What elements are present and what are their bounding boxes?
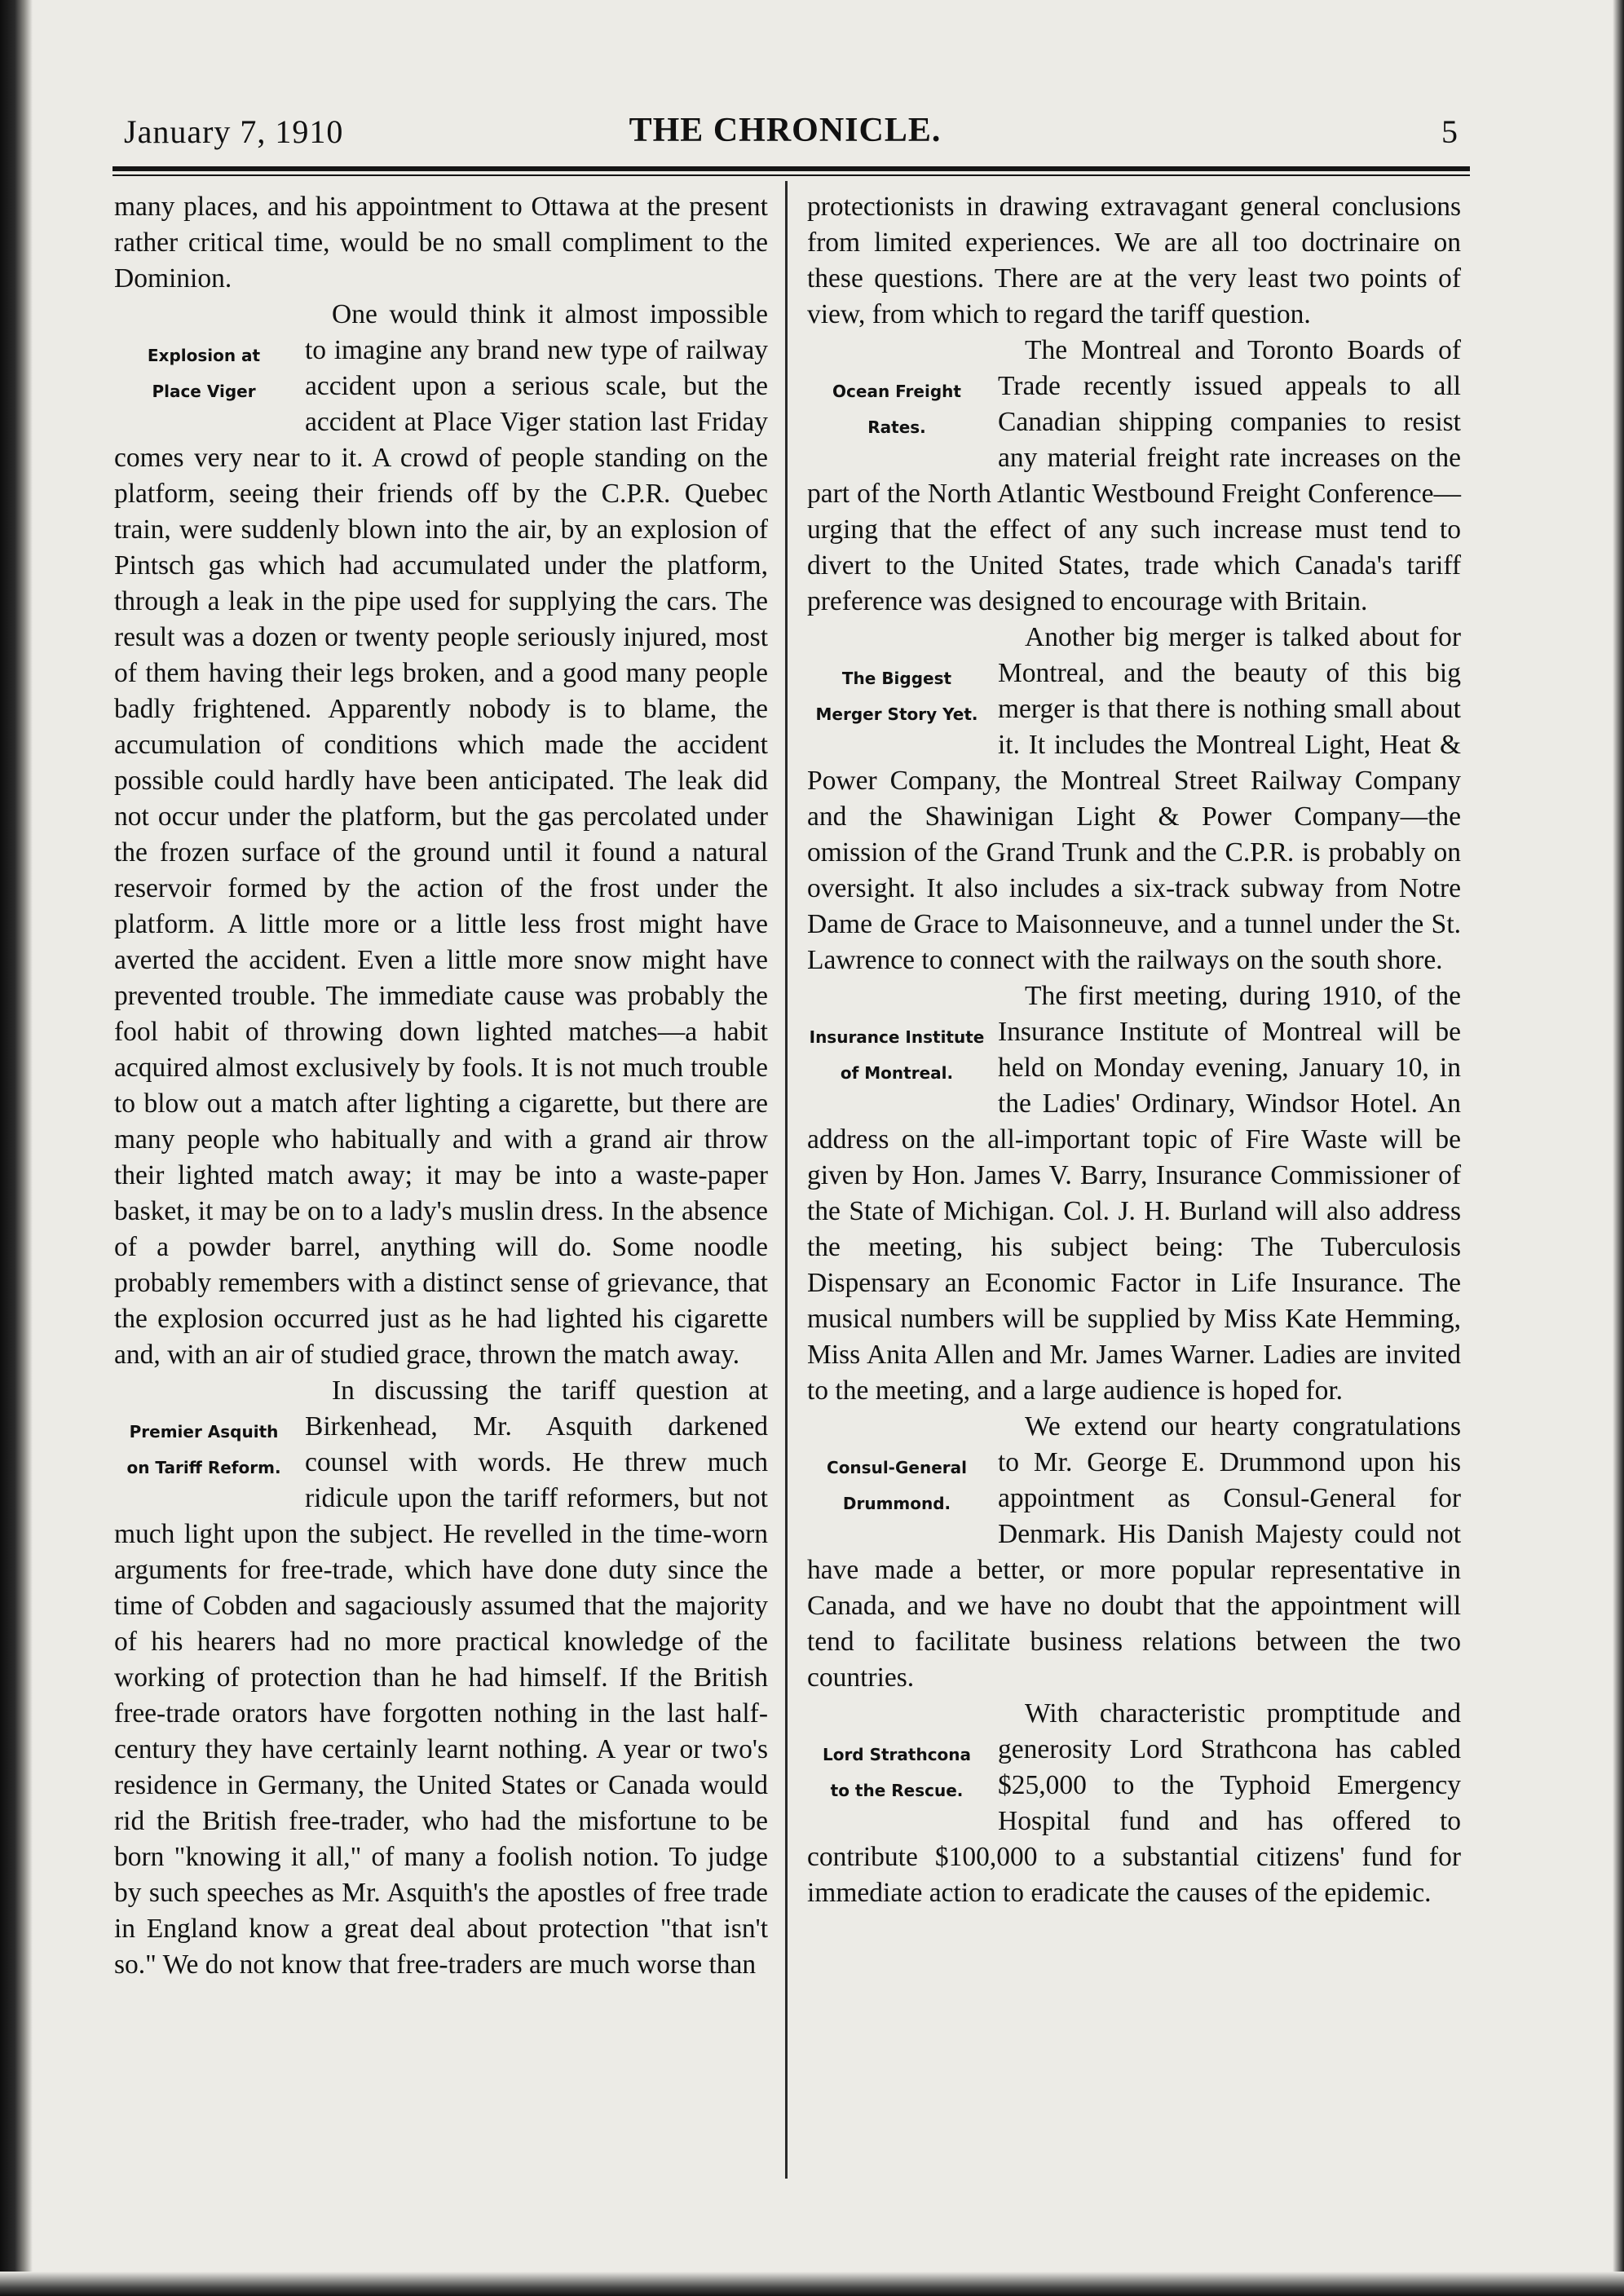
column-divider: [785, 181, 788, 2179]
article-body: The first meeting, during 1910, of the Insurance Institute of Montreal will be held on Monday evening, January 10, in the Ladies' Ordinary, Windsor Hotel. An address on the all-important topic of Fire Waste will be given by Hon. James V. Barry, Insurance Commissioner of the State of Michigan. Col. J. H. Burland will also address the meeting, his subject being: The Tuberculosis Dispensary an Economic Factor in Life Insurance. The musical numbers will be supplied by Miss Kate Hemming, Miss Anita Allen and Mr. James Warner. Ladies are invited to the meeting, and a large audience is hoped for.: [807, 981, 1461, 1406]
issue-date: January 7, 1910: [124, 113, 344, 150]
left-column: [114, 189, 768, 1983]
running-header: [113, 108, 1458, 157]
side-heading-line: Lord Strathcona: [822, 1745, 972, 1764]
side-heading: [114, 1414, 293, 1486]
side-heading-line: of Montreal.: [840, 1063, 954, 1083]
header-rule-thick: [113, 166, 1470, 171]
article-body: Another big merger is talked about for Montreal, and the beauty of this big merger is that there is nothing small about it. It includes the Montreal Light, Heat & Power Company, the Montreal Street Railway Company and the Shawinigan Light & Power Company—the omission of the Grand Trunk and the C.P.R. is probably on oversight. It also includes a six-track subway from Notre Dame de Grace to Maisonneuve, and a tunnel under the St. Lawrence to connect with the railways on the south shore.: [807, 622, 1461, 975]
side-heading-line: Merger Story Yet.: [815, 704, 978, 724]
side-heading-line: Ocean Freight: [832, 382, 961, 401]
side-heading: [114, 338, 293, 409]
side-heading-line: Consul-General: [827, 1458, 967, 1477]
side-heading-line: Drummond.: [842, 1494, 951, 1513]
article-consul-general-drummond: [807, 1409, 1461, 1696]
article-insurance-institute: [807, 978, 1461, 1409]
side-heading-line: Insurance Institute: [809, 1027, 985, 1047]
right-column: [807, 189, 1461, 1911]
continued-paragraph: many places, and his appointment to Ottawa at the present rather critical time, would be no small compliment to the Dominion.: [114, 192, 768, 294]
publication-title: THE CHRONICLE.: [629, 112, 942, 149]
side-heading-line: on Tariff Reform.: [126, 1458, 281, 1477]
article-body: One would think it almost impossible to imagine any brand new type of railway accident upon a serious scale, but the accident at Place Viger station last Friday comes very near to it. A crowd of people standing on the platform, seeing their friends off by the C.P.R. Quebec train, were suddenly blown into the air, by an explosion of Pintsch gas which had accumulated under the platform, through a leak in the pipe used for supplying the cars. The result was a dozen or twenty people seriously injured, most of them having their legs broken, and a good many people badly frightened. Apparently nobody is to blame, the accumulation of conditions which made the accident possible could hardly have been anticipated. The leak did not occur under the platform, but the gas percolated under the frozen surface of the ground until it found a natural reservoir formed by the action of the frost under the platform. A little more or a little less frost might have averted the accident. Even a little more snow might have prevented trouble. The immediate cause was probably the fool habit of throwing down lighted matches—a habit acquired almost exclusively by fools. It is not much trouble to blow out a match after lighting a cigarette, but there are many people who habitually and with a grand air throw their lighted match away; it may be into a waste-paper basket, it may be on to a lady's muslin dress. In the absence of a powder barrel, anything will do. Some noodle probably remembers with a distinct sense of grievance, that the explosion occurred just as he had lighted his cigarette and, with an air of studied grace, thrown the match away.: [114, 299, 768, 1370]
article-biggest-merger: [807, 620, 1461, 978]
page-binding-shadow: [0, 0, 33, 2296]
article-body: We extend our hearty congratulations to Mr. George E. Drummond upon his appointment as Consul-General for Denmark. His Danish Majesty could not have made a better, or more popular representative in Canada, and we have no doubt that the appointment will tend to facilitate business relations between the two countries.: [807, 1411, 1461, 1693]
side-heading-line: to the Rescue.: [830, 1781, 964, 1800]
article-body: In discussing the tariff question at Birkenhead, Mr. Asquith darkened counsel with words. He threw much ridicule upon the tariff reformers, but not much light upon the subject. He revelled in the time-worn arguments for free-trade, which have done duty since the time of Cobden and sagaciously assumed that the majority of his hearers had no more practical knowledge of the working of protection than he had himself. If the British free-trade orators have forgotten nothing in the last half-century they have certainly learnt nothing. A year or two's residence in Germany, the United States or Canada would rid the British free-trader, who had the misfortune to be born "knowing it all," of many a foolish notion. To judge by such speeches as Mr. Asquith's the apostles of free trade in England know a great deal about protection "that isn't so." We do not know that free-traders are much worse than: [114, 1375, 768, 1980]
page-number: 5: [1441, 113, 1458, 150]
side-heading: [807, 1019, 986, 1091]
article-ocean-freight-rates: [807, 333, 1461, 620]
article-body: The Montreal and Toronto Boards of Trade recently issued appeals to all Canadian shipping companies to resist any material freight rate increases on the part of the North Atlantic Westbound Freight Conference—urging that the effect of any such increase must tend to divert to the United States, trade which Canada's tariff preference was designed to encourage with Britain.: [807, 335, 1461, 616]
article-lord-strathcona: [807, 1696, 1461, 1911]
article-explosion-at-place-viger: [114, 297, 768, 1373]
page-bottom-shadow: [0, 2272, 1624, 2296]
header-rule-thin: [113, 174, 1470, 176]
side-heading-line: Place Viger: [152, 382, 256, 401]
page-edge-shadow: [1613, 0, 1624, 2296]
side-heading: [807, 373, 986, 445]
side-heading-line: Explosion at: [147, 346, 261, 365]
side-heading-line: Rates.: [867, 417, 926, 437]
side-heading: [807, 660, 986, 732]
article-body: With characteristic promptitude and generosity Lord Strathcona has cabled $25,000 to the Typhoid Emergency Hospital fund and has offered to contribute $100,000 to a substantial citizens' fund for immediate action to eradicate the causes of the epidemic.: [807, 1698, 1461, 1908]
side-heading-line: Premier Asquith: [129, 1422, 279, 1442]
side-heading: [807, 1450, 986, 1521]
side-heading: [807, 1737, 986, 1808]
side-heading-line: The Biggest: [841, 669, 952, 688]
article-premier-asquith: [114, 1373, 768, 1983]
continued-paragraph: protectionists in drawing extravagant general conclusions from limited experiences. We are all too doctrinaire on these questions. There are at the very least two points of view, from which to regard the tariff question.: [807, 192, 1461, 329]
